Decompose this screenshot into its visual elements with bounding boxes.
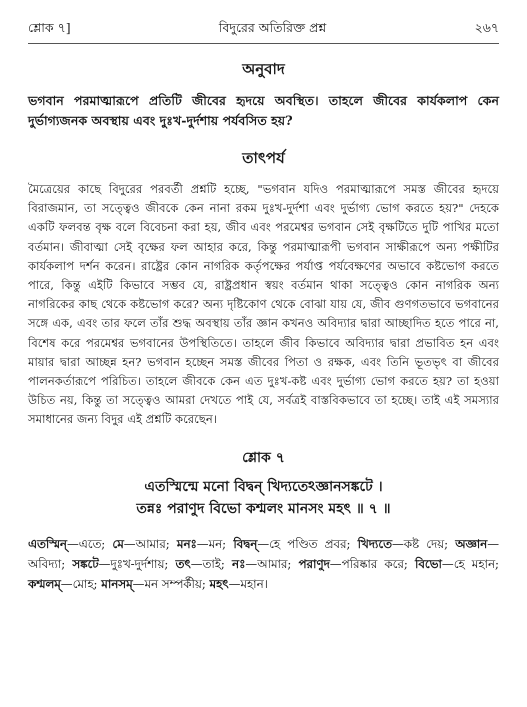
synonym-entry: পরাণুদ—পরিষ্কার করে; [298,556,408,571]
synonym-meaning: মন সম্পর্কীয়; [144,576,206,591]
synonym-entry: বিদ্বন্—হে পণ্ডিত প্রবর; [233,536,351,551]
synonym-word: পরাণুদ [298,556,330,571]
synonym-entry: এতস্মিন্—এতে; [28,536,106,551]
synonym-meaning: মোহ; [72,576,98,591]
synonym-word: অজ্ঞান [455,536,488,551]
running-header [28,20,499,44]
synonyms-section [28,534,499,594]
synonym-entry: নঃ—আমার; [232,556,292,571]
synonym-meaning: পরিষ্কার করে; [341,556,408,571]
synonym-meaning: আমার; [257,556,292,571]
translation-heading: অনুবাদ [242,60,285,78]
synonym-word: সঙ্কটে [72,556,99,571]
synonym-entry: বিভো—হে মহান; [414,556,499,571]
synonym-meaning: অবিদ্যা; [28,556,66,571]
synonym-word: এতস্মিন্ [28,536,67,551]
header-verse-ref: শ্লোক ৭] [28,20,71,35]
synonym-word: নঃ [232,556,246,571]
synonym-meaning: তাই; [202,556,225,571]
purport-section [28,180,499,430]
synonym-entry: মে—আমার; [112,536,170,551]
synonym-word: খিদ্যতে [357,536,392,551]
purport-heading: তাৎপর্য [242,149,285,167]
translation-text: ভগবান পরমাত্মারূপে প্রতিটি জীবের হৃদয়ে অবস্থিত। তাহলে জীবের কার্যকলাপ কেন দুর্ভাগ্যজনক অবস্থায় এবং দুঃখ-দুর্দশায় পর্যবসিত হয়? [28,93,499,128]
synonym-meaning: আমার; [135,536,170,551]
verse-block [28,446,499,520]
synonym-meaning: হে পণ্ডিত প্রবর; [269,536,351,551]
synonym-word: মহৎ [209,576,229,591]
synonym-word: বিদ্বন্ [233,536,258,551]
synonym-word: মে [112,536,124,551]
synonym-entry: সঙ্কটে—দুঃখ-দুর্দশায়; [72,556,169,571]
synonym-meaning: এতে; [78,536,106,551]
synonym-meaning: হে মহান; [453,556,499,571]
synonym-entry: তৎ—তাই; [175,556,225,571]
synonym-entry: অজ্ঞান—অবিদ্যা; [28,536,500,571]
synonym-entry: খিদ্যতে—কষ্ট দেয়; [357,536,449,551]
verse-line-1: এতস্মিন্মে মনো বিদ্বন্ খিদ্যতেঽজ্ঞানসঙ্কটে । [144,478,383,495]
synonym-meaning: মন; [208,536,227,551]
verse-number: শ্লোক ৭ [242,449,285,466]
synonym-entry: কশ্মলম্—মোহ; [28,576,98,591]
synonym-word: মনঃ [176,536,197,551]
synonym-meaning: কষ্ট দেয়; [403,536,449,551]
synonym-meaning: দুঃখ-দুর্দশায়; [110,556,169,571]
synonym-word: মানসম্ [101,576,133,591]
header-chapter-title: বিদুরের অতিরিক্ত প্রশ্ন [218,20,327,35]
book-page [28,20,499,594]
page-number: ২৬৭ [474,20,499,35]
synonym-entry: মনঃ—মন; [176,536,227,551]
synonym-meaning: মহান। [240,576,268,591]
synonym-entry: মানসম্—মন সম্পর্কীয়; [101,576,206,591]
synonym-word: তৎ [175,556,191,571]
synonym-entry: মহৎ—মহান। [209,576,268,591]
synonym-word: কশ্মলম্ [28,576,61,591]
purport-text: মৈত্রেয়ের কাছে বিদুরের পরবর্তী প্রশ্নটি হচ্ছে, "ভগবান যদিও পরমাত্মারূপে সমস্ত জীবের হৃদয়ে বিরাজমান, তা সত্ত্বেও জীবকে কেন নানা রকম দুঃখ-দুর্দশা এবং দুর্ভাগ্য ভোগ করতে হয়?" দেহকে একটি ফলবন্ত বৃক্ষ বলে বিবেচনা করা হয়, জীব এবং পরমেশ্বর ভগবান সেই বৃক্ষটিতে দুটি পাখির মতো বর্তমান। জীবাত্মা সেই বৃক্ষের ফল আহার করে, কিন্তু পরমাত্মারূপী ভগবান সাক্ষীরূপে অন্য পক্ষীটির কার্যকলাপ দর্শন করেন। রাষ্ট্রের কোন নাগরিক কর্তৃপক্ষের পর্যাপ্ত পর্যবেক্ষণের অভাবে কষ্টভোগ করতে পারে, কিন্তু এইটি কিভাবে সম্ভব যে, রাষ্ট্রপ্রধান স্বয়ং বর্তমান থাকা সত্ত্বেও কোন নাগরিক অন্য নাগরিকের কাছ থেকে কষ্টভোগ করে? অন্য দৃষ্টিকোণ থেকে বোঝা যায় যে, জীব গুণগতভাবে ভগবানের সঙ্গে এক, এবং তার ফলে তাঁর শুদ্ধ অবস্থায় তাঁর জ্ঞান কখনও অবিদ্যার দ্বারা আচ্ছাদিত হতে পারে না, বিশেষ করে পরমেশ্বর ভগবানের উপস্থিতিতে। তাহলে জীব কিভাবে অবিদ্যার দ্বারা প্রভাবিত হন এবং মায়ার দ্বারা আচ্ছন্ন হন? ভগবান হচ্ছেন সমস্ত জীবের পিতা ও রক্ষক, এবং তিনি ভূতভৃৎ বা জীবের পালনকর্তারূপে পরিচিত। তাহলে জীবকে কেন এত দুঃখ-কষ্ট এবং দুর্ভাগ্য ভোগ করতে হয়? তা হওয়া উচিত নয়, কিন্তু তা সত্ত্বেও আমরা দেখতে পাই যে, সর্বত্রই বাস্তবিকভাবে তা হচ্ছে। তাই এই সমস্যার সমাধানের জন্য বিদুর এই প্রশ্নটি করেছেন। [28,182,499,427]
synonym-word: বিভো [414,556,442,571]
verse-line-2: তন্নঃ পরাণুদ বিভো কশ্মলং মানসং মহৎ ॥ ৭ ॥ [136,500,391,517]
